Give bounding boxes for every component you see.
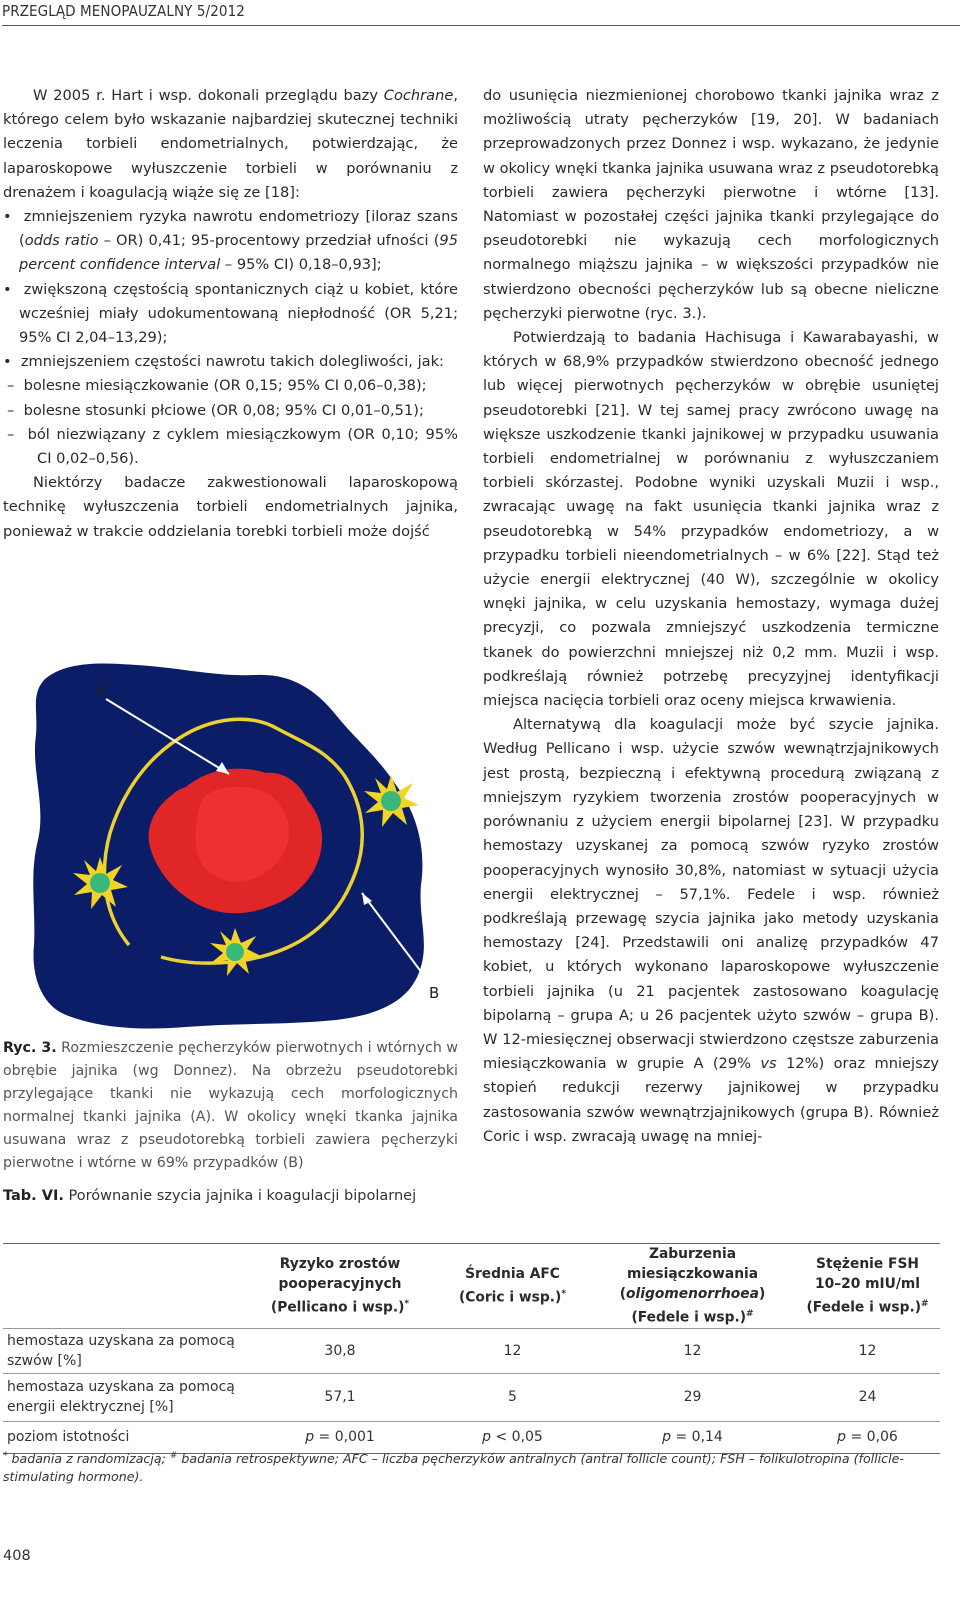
footnote-marker: # [169,1451,178,1461]
text-run: , którego celem było wskazanie najbardziej skutecznej techniki leczenia torbieli endometrialnych, potwierdzając, że laparoskopowe wyłuszczenie torbieli w porównaniu z drenażem i koagulacją wiąże się ze [18]: [3,87,458,201]
table-row [3,1328,940,1373]
table-footnote [3,1447,940,1486]
text-run: zmniejszeniem ryzyka nawrotu endometriozy [iloraz szans ( [19,208,458,250]
row-label: poziom istotności [3,1421,245,1453]
table-header: Średnia AFC (Coric i wsp.)* [435,1244,590,1329]
text-run: Alternatywą dla koagulacji może być szycie jajnika. Według Pellicano i wsp. użycie szwów wewnątrzjajnikowych jest prostą, bezpieczną i efektywną procedurą związaną z mniejszym ryzykiem tworzenia zrostów pooperacyjnych w porównaniu z użyciem energii bipolarnej [23]. W przypadku hemostazy uzyskanej za pomocą szwów ryzyko zrostów pooperacyjnych wynosiło 30,8%, natomiast w sytuacji użycia energii elektrycznej – 57,1%. Fedele i wsp. również podkreślają przewagę szycia jajnika jako metody uzyskania hemostazy [24]. Przedstawili oni analizę przypadków 47 kobiet, u których wykonano laparoskopowe wyłuszczenie torbieli jajnika (u 21 pacjentek zastosowano koagulację bipolarną – grupa A; u 26 pacjentek użyto szwów – grupa B). W 12-miesięcznej obserwacji stwierdzono częstsze zaburzenia miesiączkowania w grupie A (29% [483,716,939,1073]
figure-caption [3,1037,458,1175]
table-header-row [3,1244,940,1329]
table-cell: p = 0,06 [795,1421,940,1453]
dash-item: – ból niezwiązany z cyklem miesiączkowym (OR 0,10; 95% CI 0,02–0,56). [7,425,458,468]
text-run: – OR) 0,41; 95-procentowy przedział ufności ( [98,232,440,250]
ovary-diagram [26,655,458,1033]
paragraph: Niektórzy badacze zakwestionowali laparoskopową technikę wyłuszczenia torbieli endometrialnych jajnika, ponieważ w trakcie oddzielania torebki torbieli może dojść [3,474,458,540]
table-cell: 57,1 [245,1373,435,1421]
table-cell: 5 [435,1373,590,1421]
table-title [3,1188,416,1204]
table-cell: 30,8 [245,1328,435,1373]
table-cell: p = 0,14 [590,1421,795,1453]
paragraph: do usunięcia niezmienionej chorobowo tkanki jajnika wraz z możliwością utraty pęcherzyków [19, 20]. W badaniach przeprowadzonych przez Donnez i wsp. wykazano, że jedynie w okolicy wnęki tkanka jajnika usuwana wraz z pseudotorebką torbieli zawiera pęcherzyki pierwotne i wtórne [13]. Natomiast w pozostałej części jajnika tkanki przylegające do pseudotorebki nie wykazują cech morfologicznych normalnego miąższu jajnika – w większości przypadków nie stwierdzono obecności pęcherzyków lub są obecne nieliczne pęcherzyki pierwotne (ryc. 3.). [483,87,939,322]
paragraph [3,84,458,205]
table-cell: 24 [795,1373,940,1421]
italic-term: Cochrane [383,87,454,104]
running-header [2,0,960,26]
bullet-item: • zmniejszeniem ryzyka nawrotu endometriozy [iloraz szans (odds ratio – OR) 0,41; 95-procentowy przedział ufności (95 percent confidence interval – 95% CI) 0,18–0,93]; [3,208,458,274]
table-label: Tab. VI. [3,1188,64,1204]
table-cell: p = 0,001 [245,1421,435,1453]
table-header: Zaburzenia miesiączkowania (oligomenorrhoea) (Fedele i wsp.)# [590,1244,795,1329]
italic-term: odds ratio [24,232,99,250]
table-header: Ryzyko zrostów pooperacyjnych (Pellicano i wsp.)* [245,1244,435,1329]
table-cell: p < 0,05 [435,1421,590,1453]
dash-item: – bolesne stosunki płciowe (OR 0,08; 95% CI 0,01–0,51); [7,401,424,419]
table-header: Stężenie FSH 10–20 mIU/ml (Fedele i wsp.)# [795,1244,940,1329]
italic-term: vs [760,1055,777,1073]
caption-label: Ryc. 3. [3,1040,57,1056]
table-cell: 12 [795,1328,940,1373]
text-run: 12%) oraz mniejszy stopień redukcji rezerwy jajnikowej w przypadku zastosowania szwów wewnątrzjajnikowych (grupa B). Również Coric i wsp. zwracają uwagę na mniej- [483,1055,939,1145]
footnote-text: badania z randomizacją; [7,1451,170,1467]
right-column [483,84,939,1149]
paragraph: Potwierdzają to badania Hachisuga i Kawarabayashi, w których w 68,9% przypadków stwierdzono obecność jednego lub więcej pierwotnych pęcherzyków w obrębie usuniętej pseudotorebki [21]. W tej samej pracy zwrócono uwagę na większe uszkodzenie tkanki jajnikowej w przypadku usuwania torbieli endometrialnej w porównaniu z wyłuszczaniem torbieli skórzastej. Podobne wyniki uzyskali Muzii i wsp., zwracając uwagę na fakt usunięcia tkanki jajnika wraz z pseudotorebką w 54% przypadków endometriozy, a w przypadku torbieli nieendometrialnych – w 6% [22]. Stąd też użycie energii elektrycznej (40 W), szczególnie w okolicy wnęki jajnika, w celu uzyskania hemostazy, wymaga dużej precyzji, co pozwala zmniejszyć uszkodzenia termiczne tkanek do powierzchni mniejszej niż 0,2 mm. Muzii i wsp. podkreślają również potrzebę precyzyjnej identyfikacji miejsca nacięcia torbieli oraz oceny miejsca krwawienia. [483,329,939,710]
row-label: hemostaza uzyskana za pomocą energii elektrycznej [%] [3,1373,245,1421]
bullet-item: • zwiększoną częstością spontanicznych ciąż u kobiet, które wcześniej miały udokumentowaną niepłodność (OR 5,21; 95% CI 2,04–13,29); [3,280,458,347]
table-cell: 12 [590,1328,795,1373]
table-title-text: Porównanie szycia jajnika i koagulacji bipolarnej [63,1188,417,1204]
text-run: bolesne miesiączkowanie (OR 0,15; 95% CI 0,06–0,38); [23,377,427,395]
paragraph [483,713,939,1149]
text-run: zwiększoną częstością spontanicznych ciąż u kobiet, które wcześniej miały udokumentowaną niepłodność (OR 5,21; 95% CI 2,04–13,29); [19,280,458,347]
comparison-table [3,1243,940,1454]
footnote-text: badania retrospektywne; AFC – liczba pęcherzyków antralnych (antral follicle count); FSH – folikulotropina (follicle-stimulating hormone). [3,1451,904,1485]
table-header-empty [3,1244,245,1329]
table-cell: 29 [590,1373,795,1421]
table-row [3,1373,940,1421]
footnote-marker: * [3,1451,8,1461]
left-column [3,84,458,544]
bullet-item: • zmniejszeniem częstości nawrotu takich dolegliwości, jak: [3,353,444,371]
label-a: A [96,681,107,699]
text-run: – 95% CI) 0,18–0,93]; [220,256,382,274]
dash-item: – bolesne miesiączkowanie (OR 0,15; 95% CI 0,06–0,38); [7,377,427,395]
label-b: B [429,984,440,1002]
text-run: W 2005 r. Hart i wsp. dokonali przeglądu bazy [33,87,384,104]
text-run: ból niezwiązany z cyklem miesiączkowym (OR 0,10; 95% CI 0,02–0,56). [27,425,458,468]
text-run: bolesne stosunki płciowe (OR 0,08; 95% CI 0,01–0,51); [23,401,424,419]
caption-text: Rozmieszczenie pęcherzyków pierwotnych i wtórnych w obrębie jajnika (wg Donnez). Na obrzeżu pseudotorebki przylegające tkanki nie wykazują cech morfologicznych normalnej tkanki jajnika (A). W okolicy wnęki tkanka jajnika usuwana wraz z pseudotorebką torbieli zawiera pęcherzyki pierwotne i wtórne w 69% przypadków (B) [3,1040,458,1171]
table-cell: 12 [435,1328,590,1373]
text-run: zmniejszeniem częstości nawrotu takich dolegliwości, jak: [20,353,444,371]
row-label: hemostaza uzyskana za pomocą szwów [%] [3,1328,245,1373]
journal-title: PRZEGLĄD MENOPAUZALNY 5/2012 [2,2,245,20]
page-number: 408 [3,1548,31,1564]
italic-term: 95 percent confidence interval [19,232,458,274]
